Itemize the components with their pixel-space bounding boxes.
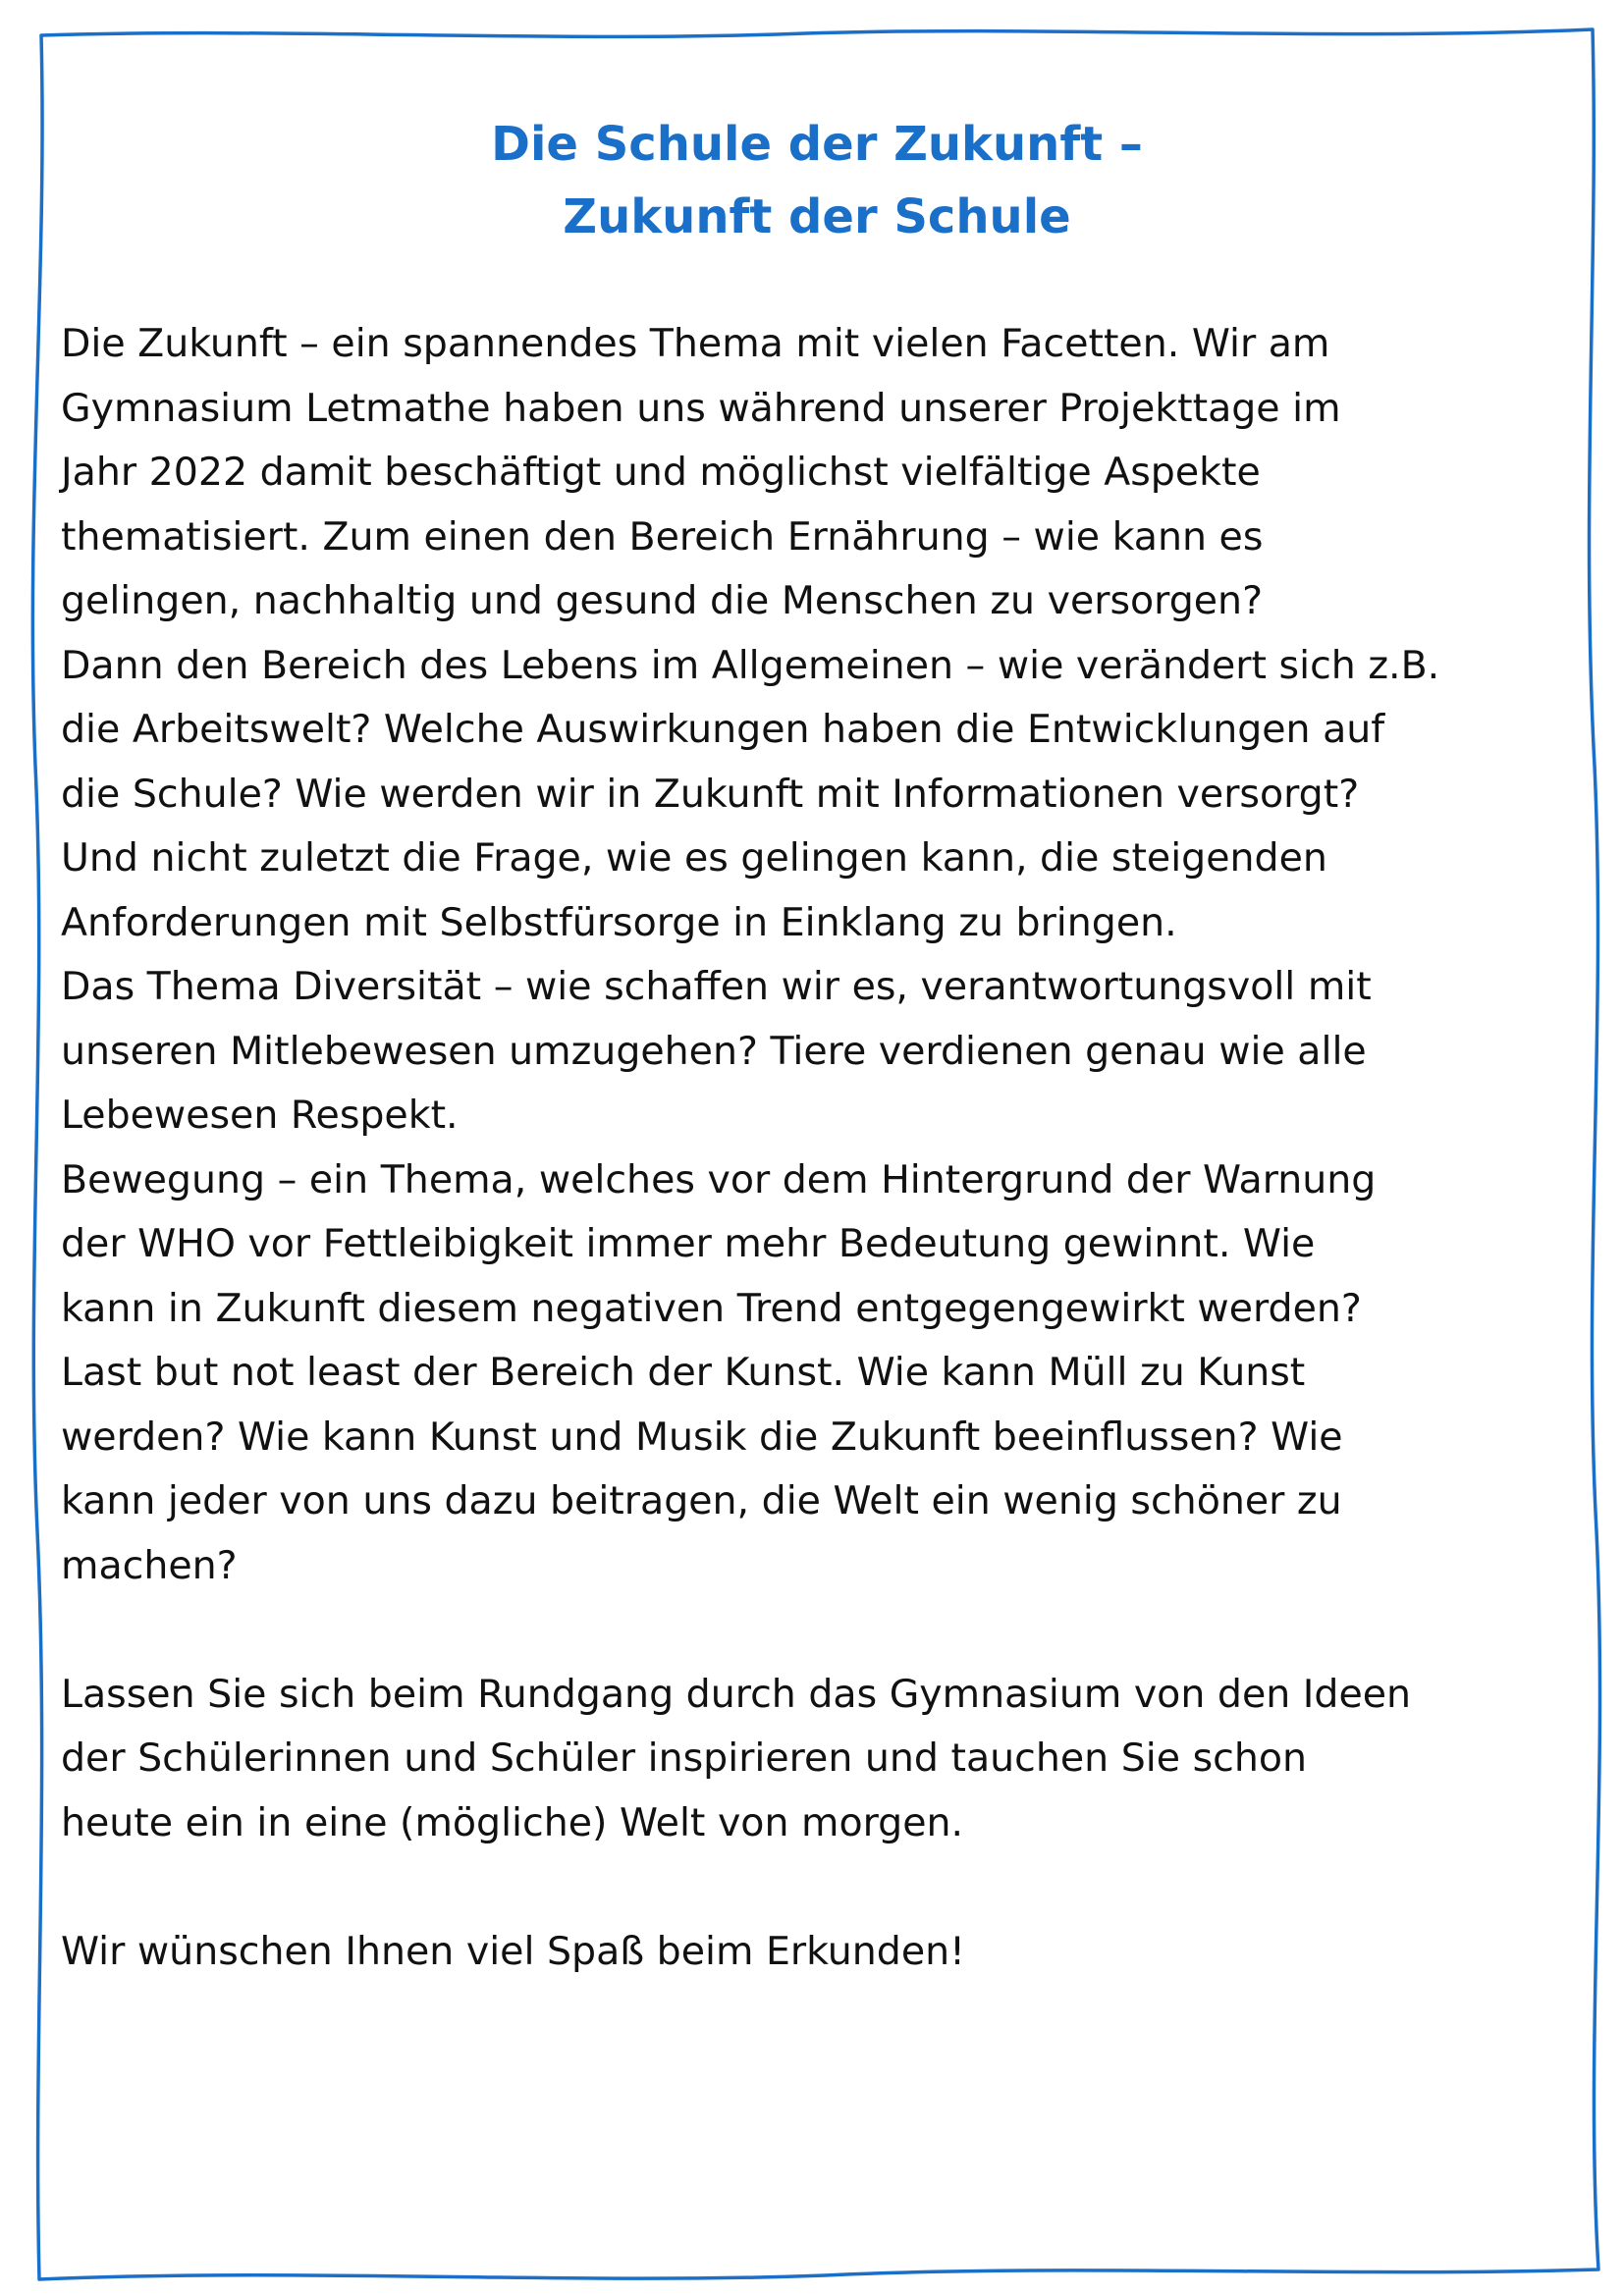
- document-page: [61, 108, 1573, 1984]
- text-line: Lebewesen Respekt.: [61, 1093, 459, 1138]
- paragraph-invite: [61, 1663, 1573, 1856]
- title-line-2: Zukunft der Schule: [563, 189, 1071, 244]
- text-line: der WHO vor Fettleibigkeit immer mehr Bedeutung gewinnt. Wie: [61, 1221, 1316, 1266]
- body-text: [61, 312, 1573, 1984]
- text-line: machen?: [61, 1542, 238, 1588]
- text-line: kann jeder von uns dazu beitragen, die Welt ein wenig schöner zu: [61, 1478, 1342, 1523]
- text-line: kann in Zukunft diesem negativen Trend entgegengewirkt werden?: [61, 1285, 1362, 1331]
- text-line: Die Zukunft – ein spannendes Thema mit vielen Facetten. Wir am: [61, 321, 1330, 366]
- text-line: Bewegung – ein Thema, welches vor dem Hintergrund der Warnung: [61, 1156, 1377, 1202]
- text-line: die Schule? Wie werden wir in Zukunft mit Informationen versorgt?: [61, 771, 1360, 817]
- text-line: unseren Mitlebewesen umzugehen? Tiere verdienen genau wie alle: [61, 1028, 1367, 1074]
- document-title: [61, 108, 1573, 253]
- paragraph-spacer: [61, 1855, 1573, 1920]
- text-line: heute ein in eine (mögliche) Welt von morgen.: [61, 1799, 964, 1845]
- text-line: Lassen Sie sich beim Rundgang durch das Gymnasium von den Ideen: [61, 1671, 1412, 1717]
- paragraph-main: [61, 312, 1573, 1598]
- text-line: Jahr 2022 damit beschäftigt und möglichst vielfältige Aspekte: [61, 450, 1261, 495]
- paragraph-spacer: [61, 1598, 1573, 1663]
- text-line: Das Thema Diversität – wie schaffen wir es, verantwortungsvoll mit: [61, 964, 1372, 1009]
- text-line: Gymnasium Letmathe haben uns während unserer Projekttage im: [61, 385, 1341, 431]
- title-line-1: Die Schule der Zukunft –: [491, 117, 1143, 172]
- text-line: der Schülerinnen und Schüler inspirieren und tauchen Sie schon: [61, 1735, 1308, 1781]
- text-line: die Arbeitswelt? Welche Auswirkungen haben die Entwicklungen auf: [61, 707, 1385, 752]
- text-line: thematisiert. Zum einen den Bereich Ernährung – wie kann es: [61, 513, 1264, 560]
- text-line: gelingen, nachhaltig und gesund die Menschen zu versorgen?: [61, 578, 1264, 623]
- text-line: werden? Wie kann Kunst und Musik die Zukunft beeinflussen? Wie: [61, 1414, 1343, 1460]
- text-line: Anforderungen mit Selbstfürsorge in Einklang zu bringen.: [61, 899, 1177, 945]
- closing-line: Wir wünschen Ihnen viel Spaß beim Erkunden!: [61, 1928, 965, 1974]
- text-line: Last but not least der Bereich der Kunst. Wie kann Müll zu Kunst: [61, 1350, 1306, 1395]
- text-line: Und nicht zuletzt die Frage, wie es gelingen kann, die steigenden: [61, 835, 1327, 881]
- text-line: Dann den Bereich des Lebens im Allgemeinen – wie verändert sich z.B.: [61, 642, 1440, 688]
